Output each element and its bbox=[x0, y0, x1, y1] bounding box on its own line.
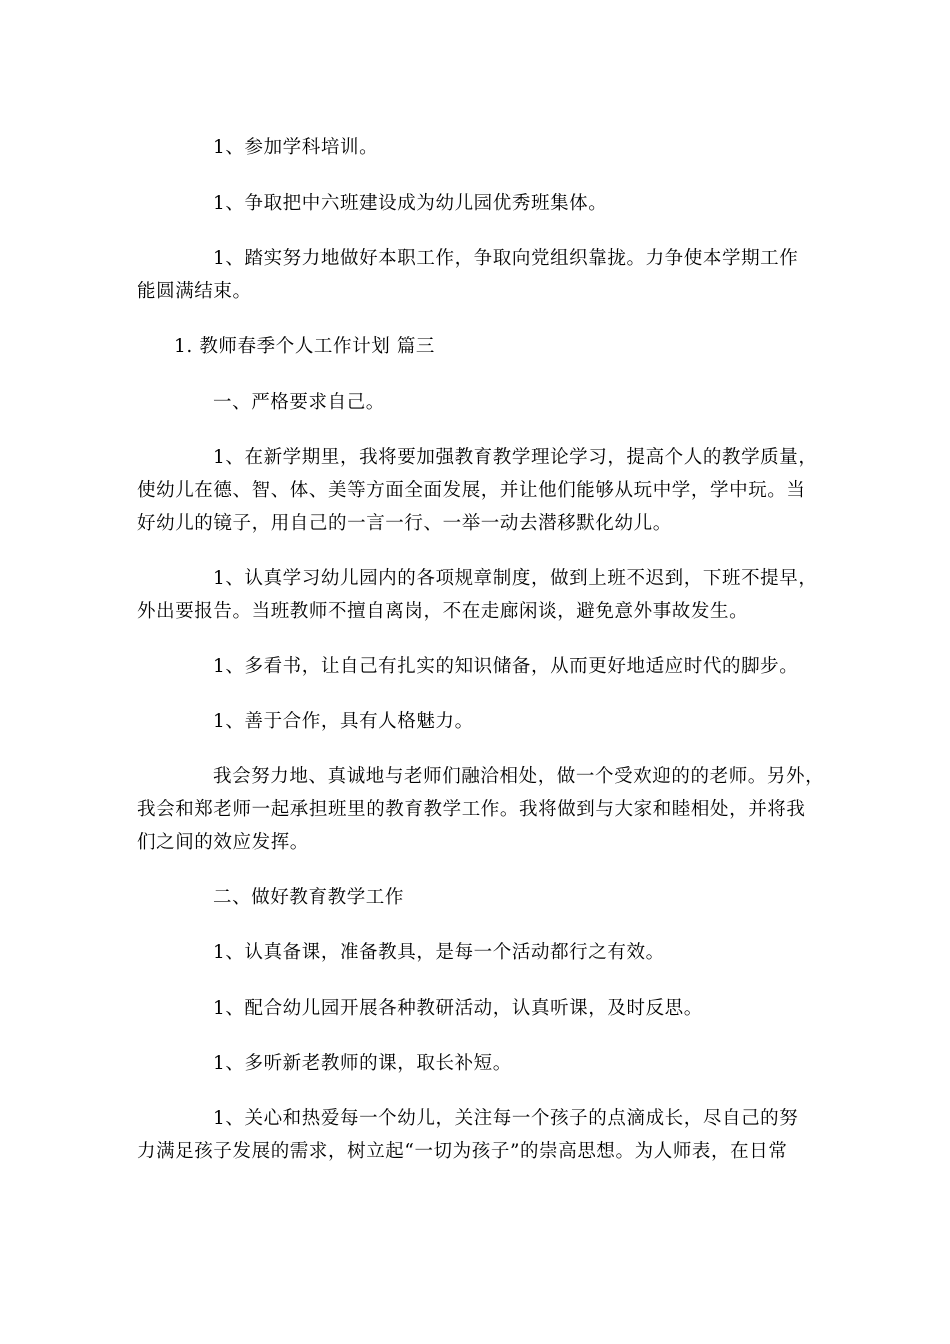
text-line: 力满足孩子发展的需求，树立起“一切为孩子”的崇高思想。为人师表，在日常 bbox=[137, 1141, 788, 1162]
text-line: 1、认真备课，准备教具，是每一个活动都行之有效。 bbox=[213, 942, 665, 963]
text-line: 1、在新学期里，我将要加强教育教学理论学习，提高个人的教学质量， bbox=[213, 447, 818, 468]
paragraph bbox=[137, 760, 825, 859]
paragraph bbox=[137, 242, 817, 308]
text-line: 好幼儿的镜子，用自己的一言一行、一举一动去潜移默化幼儿。 bbox=[137, 513, 672, 534]
subsection-heading bbox=[137, 881, 817, 914]
text-line: 外出要报告。当班教师不擅自离岗，不在走廊闲谈，避免意外事故发生。 bbox=[137, 601, 749, 622]
text-line: 1、争取把中六班建设成为幼儿园优秀班集体。 bbox=[213, 193, 608, 214]
subsection-heading bbox=[137, 386, 817, 419]
paragraph bbox=[137, 187, 817, 220]
paragraph bbox=[137, 650, 817, 683]
text-line: 1、配合幼儿园开展各种教研活动，认真听课，及时反思。 bbox=[213, 998, 703, 1019]
text-line: 1. 教师春季个人工作计划 篇三 bbox=[174, 336, 436, 357]
text-line: 能圆满结束。 bbox=[137, 281, 252, 302]
text-line: 1、多听新老教师的课，取长补短。 bbox=[213, 1053, 512, 1074]
text-line: 1、多看书，让自己有扎实的知识储备，从而更好地适应时代的脚步。 bbox=[213, 656, 799, 677]
paragraph bbox=[137, 441, 817, 540]
text-line: 一、严格要求自己。 bbox=[213, 392, 385, 413]
text-line: 1、参加学科培训。 bbox=[213, 137, 379, 158]
text-line: 我会努力地、真诚地与老师们融洽相处，做一个受欢迎的的老师。另外， bbox=[213, 766, 825, 787]
text-line: 二、做好教育教学工作 bbox=[213, 887, 405, 908]
paragraph bbox=[137, 131, 817, 164]
text-line: 1、关心和热爱每一个幼儿，关注每一个孩子的点滴成长，尽自己的努 bbox=[213, 1108, 799, 1129]
text-line: 我会和郑老师一起承担班里的教育教学工作。我将做到与大家和睦相处，并将我 bbox=[137, 799, 806, 820]
paragraph bbox=[137, 705, 817, 738]
paragraph bbox=[137, 936, 817, 969]
text-line: 1、认真学习幼儿园内的各项规章制度，做到上班不迟到，下班不提早， bbox=[213, 568, 818, 589]
paragraph bbox=[137, 1102, 817, 1168]
text-line: 1、踏实努力地做好本职工作，争取向党组织靠拢。力争使本学期工作 bbox=[213, 248, 799, 269]
paragraph bbox=[137, 992, 817, 1025]
section-heading bbox=[174, 330, 854, 363]
paragraph bbox=[137, 562, 817, 628]
text-line: 们之间的效应发挥。 bbox=[137, 832, 309, 853]
text-line: 1、善于合作，具有人格魅力。 bbox=[213, 711, 474, 732]
text-line: 使幼儿在德、智、体、美等方面全面发展，并让他们能够从玩中学，学中玩。当 bbox=[137, 480, 806, 501]
paragraph bbox=[137, 1047, 817, 1080]
